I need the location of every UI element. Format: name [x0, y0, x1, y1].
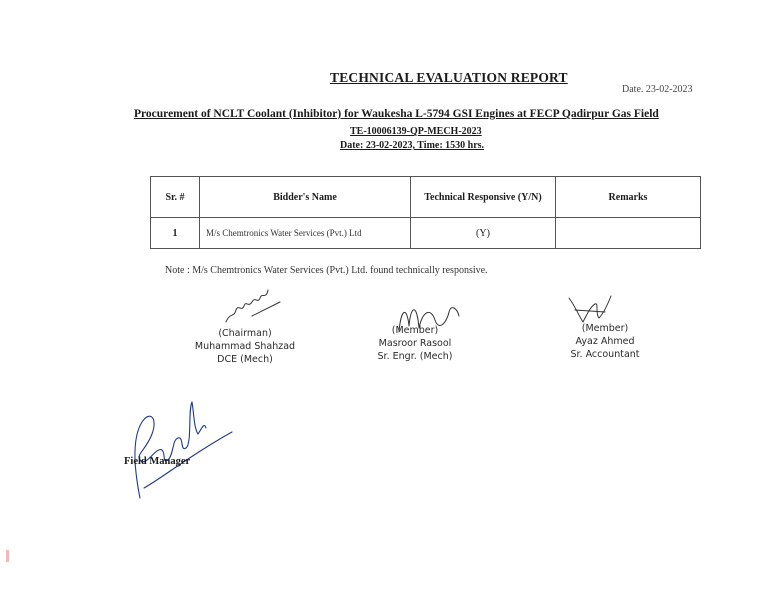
chairman-designation: DCE (Mech)	[217, 354, 273, 365]
cell-sr: 1	[151, 218, 200, 249]
header-bidder-name: Bidder's Name	[200, 177, 411, 218]
chairman-signature-icon	[222, 282, 292, 327]
header-technical-responsive: Technical Responsive (Y/N)	[411, 177, 556, 218]
procurement-subject: Procurement of NCLT Coolant (Inhibitor) for Waukesha L-5794 GSI Engines at FECP Qadirpur Gas Field	[134, 108, 659, 120]
cell-remarks	[556, 218, 701, 249]
evaluation-note: Note : M/s Chemtronics Water Services (Pvt.) Ltd. found technically responsive.	[165, 265, 488, 276]
header-remarks: Remarks	[556, 177, 701, 218]
header-sr: Sr. #	[151, 177, 200, 218]
report-date: Date. 23-02-2023	[622, 84, 693, 95]
report-title: TECHNICAL EVALUATION REPORT	[330, 70, 568, 85]
field-manager-label: Field Manager	[124, 456, 191, 467]
edge-mark	[6, 550, 9, 562]
member-masroor-name: Masroor Rasool	[378, 338, 452, 349]
evaluation-date-time: Date: 23-02-2023, Time: 1530 hrs.	[340, 140, 485, 151]
member-masroor-role: (Member)	[391, 325, 439, 336]
member-ayaz-block	[540, 322, 670, 361]
chairman-role: (Chairman)	[218, 328, 272, 339]
reference-number: TE-10006139-QP-MECH-2023	[350, 126, 482, 137]
chairman-block	[180, 327, 310, 366]
member-ayaz-designation: Sr. Accountant	[570, 349, 640, 360]
field-manager-signature-icon	[122, 398, 237, 508]
chairman-name: Muhammad Shahzad	[194, 341, 296, 352]
table-row	[151, 218, 701, 249]
member-ayaz-name: Ayaz Ahmed	[575, 336, 635, 347]
member-masroor-block	[350, 324, 480, 363]
member-masroor-designation: Sr. Engr. (Mech)	[377, 351, 453, 362]
cell-bidder-name: M/s Chemtronics Water Services (Pvt.) Ltd	[200, 218, 411, 249]
bidders-table	[150, 176, 701, 249]
cell-technical: (Y)	[411, 218, 556, 249]
member-ayaz-role: (Member)	[581, 323, 629, 334]
table-header-row	[151, 177, 701, 218]
